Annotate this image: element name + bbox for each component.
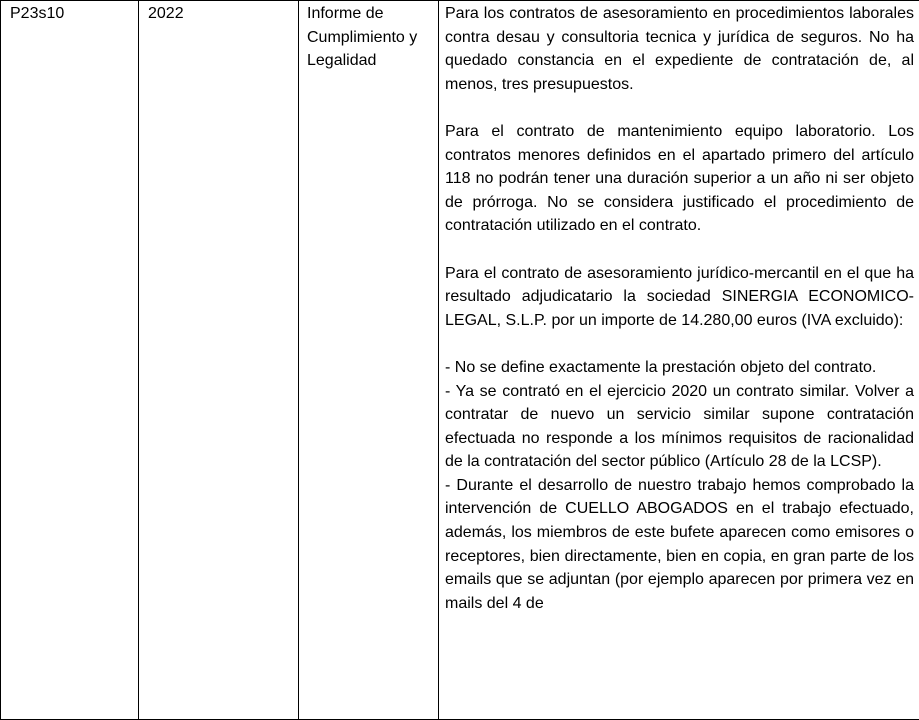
table-row [1,1,919,720]
finding-item-2: - Ya se contrató en el ejercicio 2020 un contrato similar. Volver a contratar de nuevo un servicio similar supone contratación efectuada no responde a los mínimos requisitos de racionalidad de la contratación del sector público (Artículo 28 de la LCSP). [445,382,914,471]
description-paragraph-1: Para los contratos de asesoramiento en procedimientos laborales contra desau y consultoria tecnica y jurídica de seguros. No ha quedado constancia en el expediente de contratación de, al menos, tres presupuestos. [445,5,914,93]
report-year: 2022 [148,5,184,22]
report-type: Informe de Cumplimiento y Legalidad [307,5,418,70]
description-paragraph-2: Para el contrato de mantenimiento equipo laboratorio. Los contratos menores definidos en el apartado primero del artículo 118 no podrán tener una duración superior a un año ni ser objeto de prórroga. No se considera justificado el procedimiento de contratación utilizado en el contrato. [445,122,914,235]
finding-item-1: - No se define exactamente la prestación objeto del contrato. [445,358,877,376]
code-cell [1,1,139,720]
report-code: P23s10 [10,5,65,22]
year-cell [139,1,299,720]
type-cell [299,1,439,720]
description-cell [439,1,919,720]
finding-item-3: - Durante el desarrollo de nuestro trabajo hemos comprobado la intervención de CUELLO ABOGADOS en el trabajo efectuado, además, los miembros de este bufete aparecen como emisores o receptores, bien directamente, bien en copia, en gran parte de los emails que se adjuntan (por ejemplo aparecen por primera vez en mails del 4 de [445,476,914,612]
description-paragraph-3: Para el contrato de asesoramiento jurídico-mercantil en el que ha resultado adjudicatario la sociedad SINERGIA ECONOMICO-LEGAL, S.L.P. por un importe de 14.280,00 euros (IVA excluido): [445,264,914,329]
